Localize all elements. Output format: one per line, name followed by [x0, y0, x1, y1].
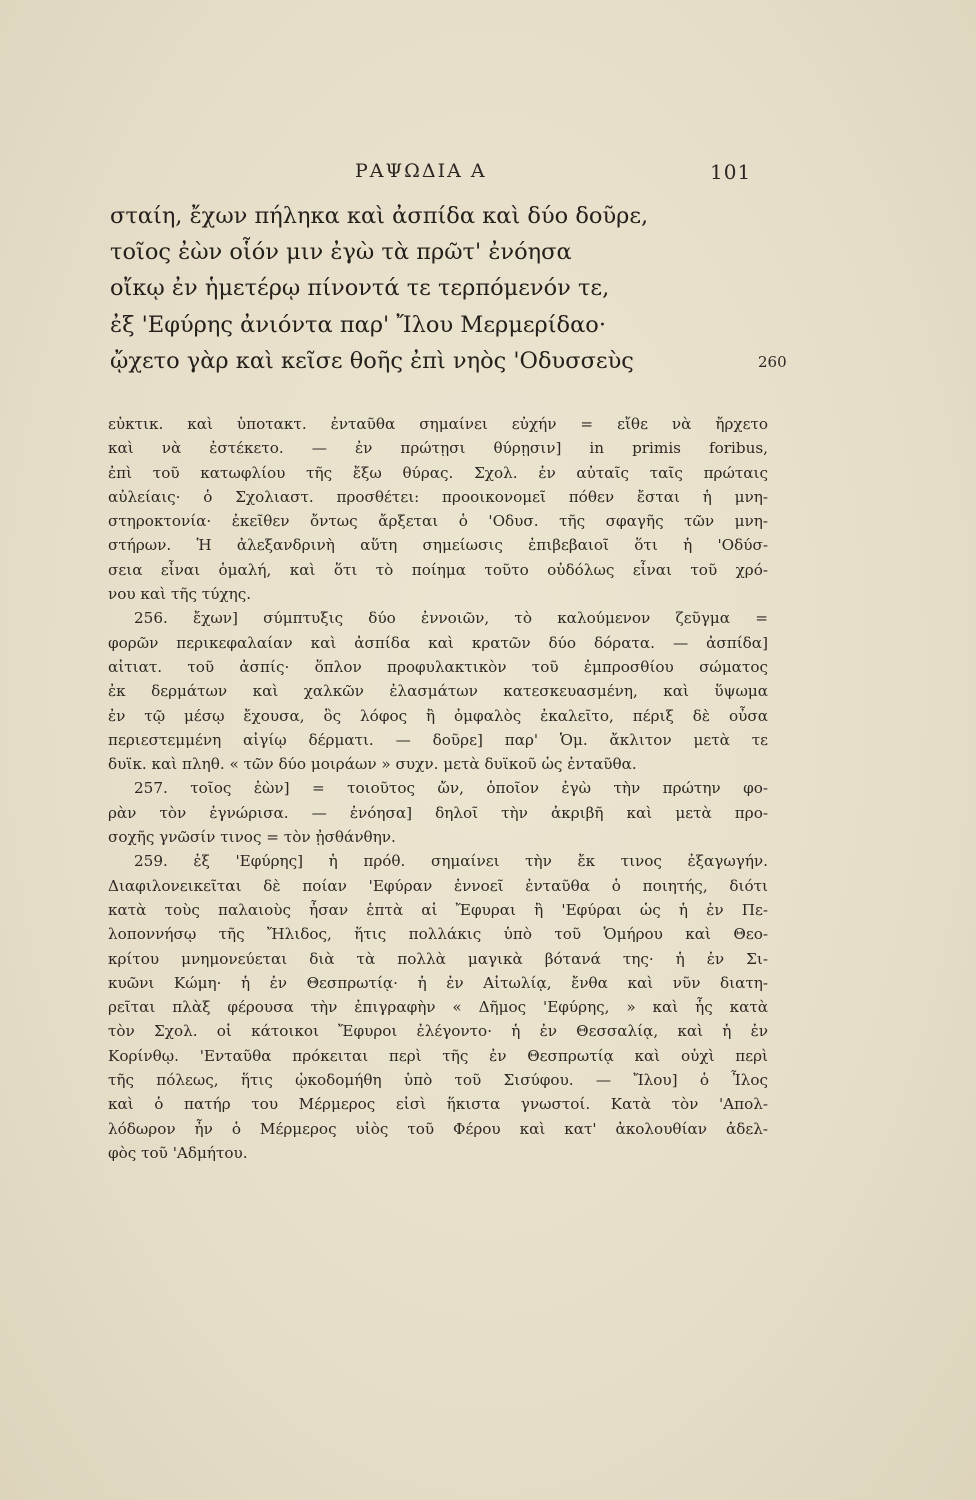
commentary-line: 256. ἔχων] σύμπτυξις δύο ἐννοιῶν, τὸ καλούμενον ζεῦγμα =: [134, 609, 768, 628]
commentary-line: περιεστεμμένη αἰγίῳ δέρματι. — δοῦρε] παρ' Ὁμ. ἄκλιτον μετὰ τε: [108, 730, 768, 749]
commentary-line: κατὰ τοὺς παλαιοὺς ἦσαν ἑπτὰ αἱ Ἔφυραι ἢ 'Εφύραι ὡς ἡ ἐν Πε-: [108, 900, 768, 919]
commentary-line: ρεῖται πλὰξ φέρουσα τὴν ἐπιγραφὴν « Δῆμος 'Εφύρης, » καὶ ἧς κατὰ: [108, 998, 768, 1017]
commentary-block: [108, 412, 768, 1165]
commentary-line: στηροκτονία· ἐκεῖθεν ὄντως ἄρξεται ὁ 'Οδυσ. τῆς σφαγῆς τῶν μνη-: [108, 512, 768, 531]
commentary-line: λόδωρον ἦν ὁ Μέρμερος υἱὸς τοῦ Φέρου καὶ κατ' ἀκολουθίαν ἀδελ-: [108, 1119, 768, 1138]
commentary-line: κρίτου μνημονεύεται διὰ τὰ πολλὰ μαγικὰ βότανά της· ἡ ἐν Σι-: [108, 949, 768, 968]
commentary-line: νου καὶ τῆς τύχης.: [108, 585, 252, 604]
commentary-line: σεια εἶναι ὁμαλή, καὶ ὅτι τὸ ποίημα τοῦτο οὐδόλως εἶναι τοῦ χρό-: [108, 560, 768, 579]
verse-line: [110, 270, 790, 306]
commentary-line: φορῶν περικεφαλαίαν καὶ ἀσπίδα καὶ κρατῶν δύο δόρατα. — ἀσπίδα]: [108, 633, 768, 652]
verse-text: ᾤχετο γὰρ καὶ κεῖσε θοῆς ἐπὶ νηὸς 'Οδυσσεὺς: [110, 347, 634, 374]
commentary-line: αὐλείαις· ὁ Σχολιαστ. προσθέτει: προοικονομεῖ πόθεν ἔσται ἡ μνη-: [108, 487, 768, 506]
verse-line: [110, 343, 790, 379]
verse-text: τοῖος ἐὼν οἷόν μιν ἐγὼ τὰ πρῶτ' ἐνόησα: [110, 239, 572, 266]
page-header: [355, 160, 775, 190]
commentary-line: ἐπὶ τοῦ κατωφλίου τῆς ἔξω θύρας. Σχολ. ἐν αὐταῖς ταῖς πρώταις: [108, 463, 768, 482]
commentary-line: ἐν τῷ μέσῳ ἔχουσα, ὃς λόφος ἢ ὀμφαλὸς ἐκαλεῖτο, πέριξ δὲ οὖσα: [108, 706, 768, 725]
commentary-line: φὸς τοῦ 'Αδμήτου.: [108, 1143, 248, 1162]
verse-line: [110, 234, 790, 270]
verse-line: [110, 307, 790, 343]
commentary-line: στήρων. Ἡ ἀλεξανδρινὴ αὕτη σημείωσις ἐπιβεβαιοῖ ὅτι ἡ 'Οδύσ-: [108, 536, 768, 555]
verse-text: οἴκῳ ἐν ἡμετέρῳ πίνοντά τε τερπόμενόν τε,: [110, 275, 610, 302]
commentary-line: Κορίνθῳ. 'Ενταῦθα πρόκειται περὶ τῆς ἐν Θεσπρωτίᾳ καὶ οὐχὶ περὶ: [108, 1046, 768, 1065]
commentary-line: εὐκτικ. καὶ ὑποτακτ. ἐνταῦθα σημαίνει εὐχήν = εἴθε νὰ ἤρχετο: [108, 415, 768, 433]
commentary-line: λοποννήσῳ τῆς Ἤλιδος, ἥτις πολλάκις ὑπὸ τοῦ Ὁμήρου καὶ Θεο-: [108, 925, 768, 944]
commentary-line: δυϊκ. καὶ πληθ. « τῶν δύο μοιράων » συχν. μετὰ δυϊκοῦ ὡς ἐνταῦθα.: [108, 755, 637, 774]
page-number: 101: [710, 160, 752, 184]
running-title: ΡΑΨΩΔΙΑ Α: [355, 160, 487, 182]
commentary-line: ἐκ δερμάτων καὶ χαλκῶν ἐλασμάτων κατεσκευασμένη, καὶ ὕψωμα: [108, 682, 768, 701]
commentary-line: τῆς πόλεως, ἥτις ᾠκοδομήθη ὑπὸ τοῦ Σισύφου. — Ἴλου] ὁ Ἶλος: [108, 1071, 768, 1090]
verse-text: ἐξ 'Εφύρης ἀνιόντα παρ' Ἴλου Μερμερίδαο·: [110, 311, 606, 338]
commentary-line: 257. τοῖος ἐὼν] = τοιοῦτος ὤν, ὁποῖον ἐγὼ τὴν πρώτην φο-: [134, 779, 768, 798]
line-number: 260: [758, 352, 787, 371]
commentary-line: καὶ ὁ πατήρ του Μέρμερος εἰσὶ ἥκιστα γνωστοί. Κατὰ τὸν 'Απολ-: [108, 1095, 768, 1114]
commentary-line: κυῶνι Κώμη· ἡ ἐν Θεσπρωτίᾳ· ἡ ἐν Αἰτωλίᾳ, ἔνθα καὶ νῦν διατη-: [108, 973, 768, 992]
verse-line: [110, 198, 790, 234]
verse-text: σταίη, ἔχων πήληκα καὶ ἀσπίδα καὶ δύο δοῦρε,: [110, 203, 649, 229]
commentary-line: καὶ νὰ ἐστέκετο. — ἐν πρώτῃσι θύρῃσιν] in primis foribus,: [108, 439, 768, 458]
commentary-line: αἰτιατ. τοῦ ἀσπίς· ὅπλον προφυλακτικὸν τοῦ ἐμπροσθίου σώματος: [108, 657, 768, 676]
commentary-line: ρὰν τὸν ἐγνώρισα. — ἐνόησα] δηλοῖ τὴν ἀκριβῆ καὶ μετὰ προ-: [108, 803, 768, 822]
commentary-line: 259. ἐξ 'Εφύρης] ἡ πρόθ. σημαίνει τὴν ἔκ τινος ἐξαγωγήν.: [134, 852, 768, 871]
commentary-line: τὸν Σχολ. οἱ κάτοικοι Ἔφυροι ἐλέγοντο· ἡ ἐν Θεσσαλίᾳ, καὶ ἡ ἐν: [108, 1022, 768, 1041]
commentary-line: Διαφιλονεικεῖται δὲ ποίαν 'Εφύραν ἐννοεῖ ἐνταῦθα ὁ ποιητής, διότι: [108, 876, 768, 895]
verse-block: [110, 198, 790, 379]
commentary-line: σοχῆς γνῶσίν τινος = τὸν ᾐσθάνθην.: [108, 828, 396, 847]
